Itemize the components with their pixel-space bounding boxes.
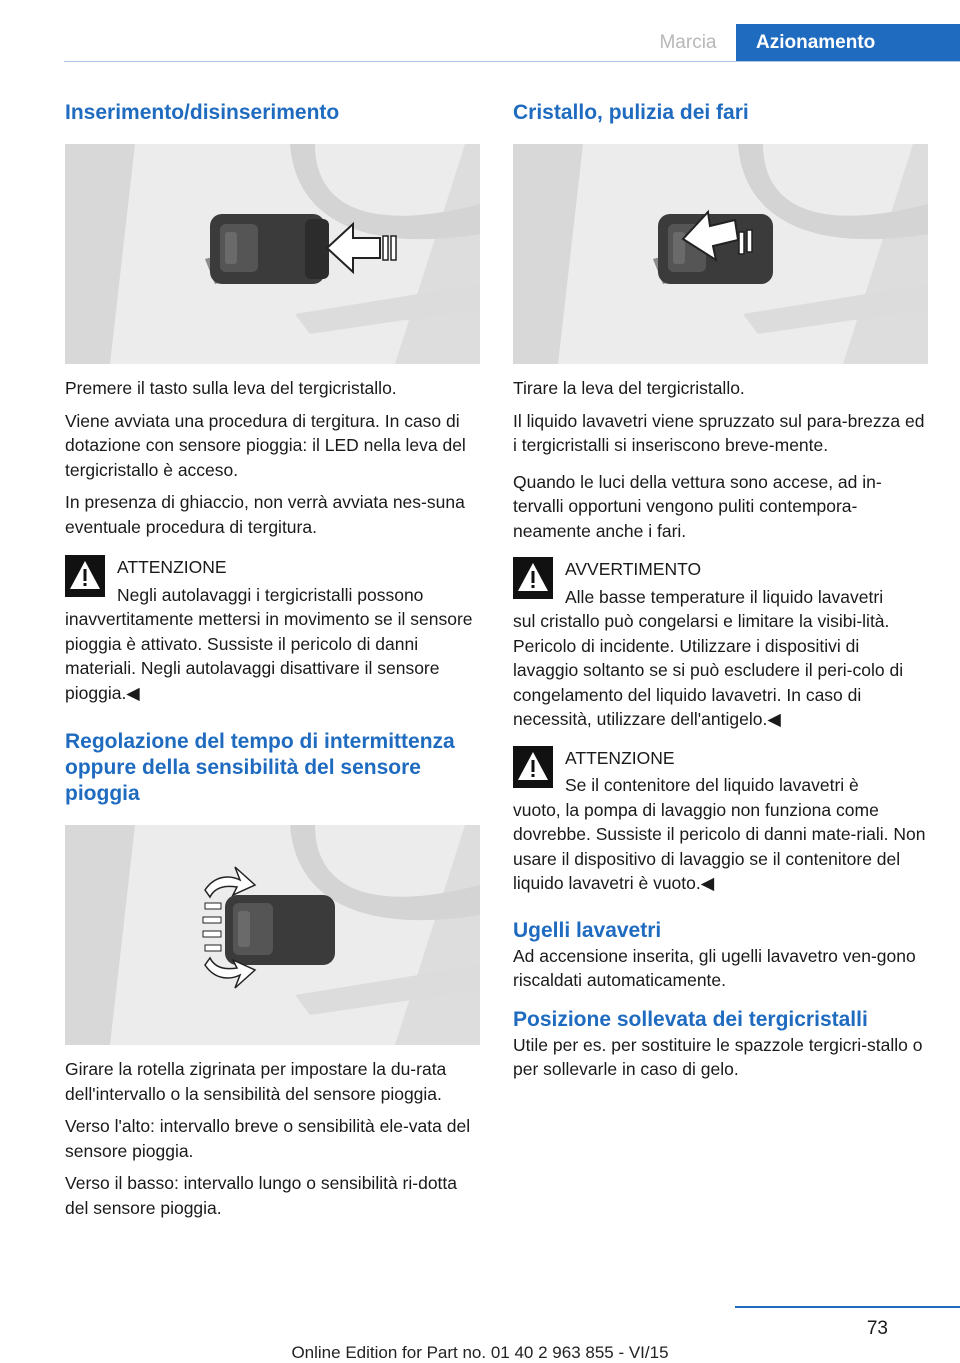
warning-icon bbox=[513, 557, 553, 599]
figure-press-button bbox=[65, 144, 480, 364]
caution-text: vuoto, la pompa di lavaggio non funziona come dovrebbe. Sussiste il pericolo di danni mate‐riali. Non usare il dispositivo di lavaggio se il contenitore del liquido lavavetri è vuoto.◀ bbox=[513, 799, 926, 893]
warning-text-first-line: Alle basse temperature il liquido lavavetri bbox=[565, 586, 884, 607]
text-ice: In presenza di ghiaccio, non verrà avviata nes‐suna eventuale procedura di tergitura. bbox=[65, 492, 465, 537]
text-upward: Verso l'alto: intervallo breve o sensibilità ele‐vata del sensore pioggia. bbox=[65, 1116, 471, 1161]
caution-box-car-wash bbox=[65, 555, 480, 705]
caution-text: inavvertitamente mettersi in movimento se il sensore pioggia è attivato. Sussiste il pericolo di danni materiali. Negli autolavaggi disattivare il sensore pioggia.◀ bbox=[65, 609, 473, 703]
caution-text-first-line: Negli autolavaggi i tergicristalli possono bbox=[117, 584, 424, 605]
warning-icon bbox=[65, 555, 105, 597]
heading-inserimento: Inserimento/disinserimento bbox=[65, 101, 340, 124]
text-press: Premere il tasto sulla leva del tergicristallo. bbox=[65, 378, 397, 398]
heading-regolazione: Regolazione del tempo di intermittenza oppure della sensibilità del sensore pioggia bbox=[65, 730, 455, 805]
warning-text: sul cristallo può congelarsi e limitare la visibi‐lità. Pericolo di incidente. Utilizzare i dispositivi di lavaggio soltanto se si può escludere il peri‐colo di congelamento del liquido lavavetri. In caso di necessità, utilizzare dell'antigelo.◀ bbox=[513, 611, 904, 729]
figure-knurled-wheel bbox=[65, 825, 480, 1045]
text-washer-fluid: Il liquido lavavetri viene spruzzato sul para‐brezza ed i tergicristalli si inseriscono breve‐mente. bbox=[513, 410, 925, 455]
section-tab-azionamento[interactable]: Azionamento bbox=[736, 24, 960, 62]
text-rotate-wheel: Girare la rotella zigrinata per impostare la du‐rata dell'intervallo o la sensibilità del sensore pioggia. bbox=[65, 1059, 447, 1104]
page-header bbox=[0, 0, 960, 62]
heading-ugelli: Ugelli lavavetri bbox=[513, 918, 662, 942]
figure-pull-lever bbox=[513, 144, 928, 364]
text-raised-position: Utile per es. per sostituire le spazzole tergicri‐stallo o per sollevarle in caso di gelo. bbox=[513, 1034, 923, 1079]
right-column bbox=[513, 100, 928, 1082]
left-column bbox=[65, 100, 480, 1220]
page-number: 73 bbox=[866, 1318, 888, 1339]
text-nozzles: Ad accensione inserita, gli ugelli lavavetro ven‐gono riscaldati automaticamente. bbox=[513, 945, 916, 990]
heading-posizione-sollevata: Posizione sollevata dei tergicristalli bbox=[513, 1007, 868, 1031]
warning-icon bbox=[513, 746, 553, 788]
text-downward: Verso il basso: intervallo lungo o sensibilità ri‐dotta del sensore pioggia. bbox=[65, 1173, 458, 1218]
warning-title: AVVERTIMENTO bbox=[565, 559, 702, 579]
section-tab-marcia[interactable]: Marcia bbox=[659, 32, 717, 53]
caution-title: ATTENZIONE bbox=[117, 557, 227, 577]
footer-rule bbox=[735, 1306, 960, 1308]
heading-cristallo: Cristallo, pulizia dei fari bbox=[513, 101, 749, 124]
caution-text-first-line: Se il contenitore del liquido lavavetri è bbox=[565, 775, 859, 795]
text-wiping: Viene avviata una procedura di tergitura. In caso di dotazione con sensore pioggia: il LED nella leva del tergicristallo è acceso. bbox=[65, 410, 466, 480]
header-rule bbox=[64, 61, 960, 62]
warning-box-freezing bbox=[513, 557, 928, 732]
caution-title: ATTENZIONE bbox=[565, 747, 675, 768]
text-pull: Tirare la leva del tergicristallo. bbox=[513, 378, 745, 398]
text-headlights: Quando le luci della vettura sono accese, ad in‐tervalli opportuni vengono puliti contempora‐neamente anche i fari. bbox=[513, 471, 882, 541]
caution-box-empty-reservoir bbox=[513, 746, 928, 896]
edition-note: Online Edition for Part no. 01 40 2 963 855 - VI/15 bbox=[291, 1343, 669, 1362]
